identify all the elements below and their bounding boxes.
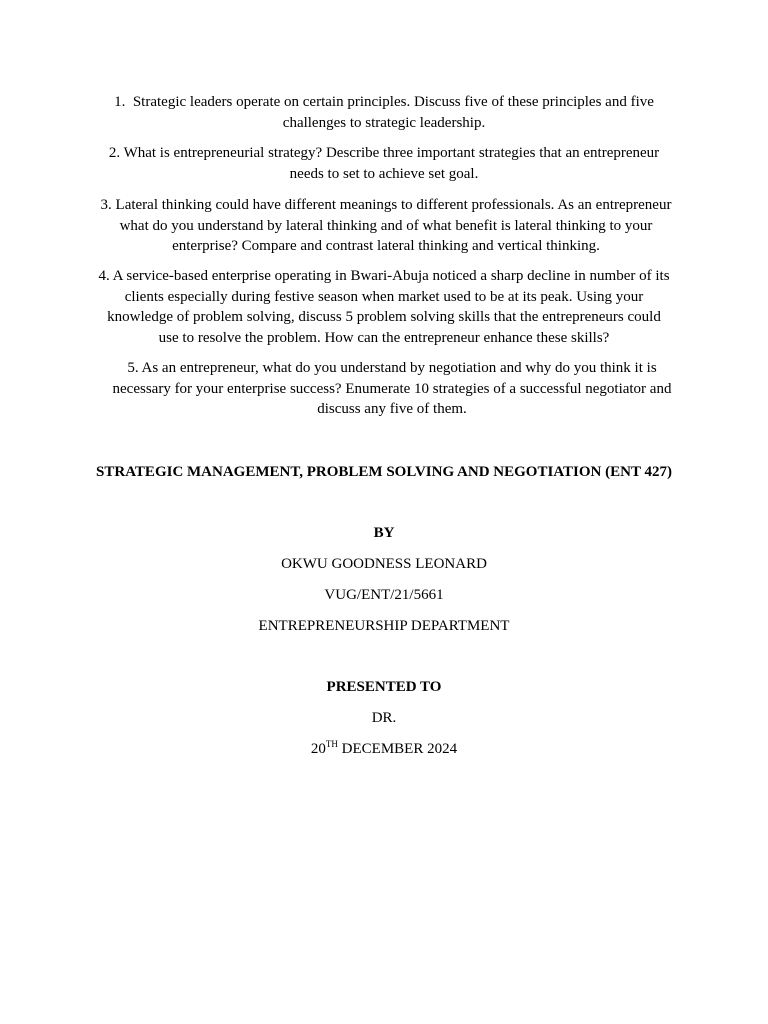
question-text: Strategic leaders operate on certain principles. Discuss five of these principles and five challenges to strategic leadership. [132, 94, 654, 131]
question-4 [96, 266, 672, 348]
question-number: 3. [100, 197, 112, 213]
author-name: OKWU GOODNESS LEONARD [281, 556, 487, 572]
department-name: ENTREPRENEURSHIP DEPARTMENT [258, 618, 510, 634]
recipient-name: DR. [371, 710, 397, 726]
registration-number: VUG/ENT/21/5661 [324, 587, 444, 603]
course-title: STRATEGIC MANAGEMENT, PROBLEM SOLVING AND NEGOTIATION (ENT 427) [96, 464, 672, 480]
question-5 [108, 358, 676, 420]
question-text: As an entrepreneur, what do you understand by negotiation and why do you think it is necessary for your enterprise success? Enumerate 10 strategies of a successful negotiator and discuss any five of them. [112, 360, 672, 417]
presented-to-label: PRESENTED TO [326, 679, 442, 695]
question-number: 1. [114, 94, 126, 110]
by-label: BY [373, 525, 395, 541]
question-number: 4. [98, 268, 110, 284]
question-number: 2. [108, 145, 121, 161]
question-2 [100, 143, 668, 184]
question-text: What is entrepreneurial strategy? Describe three important strategies that an entrepreneur needs to set to achieve set goal. [123, 145, 660, 182]
question-text: Lateral thinking could have different meanings to different professionals. As an entrepreneur what do you understand by lateral thinking and of what benefit is lateral thinking to your enterprise? Compare and contrast lateral thinking and vertical thinking. [115, 197, 672, 254]
date-ordinal-suffix: TH [325, 739, 338, 749]
question-1 [100, 92, 668, 133]
date-month-year: DECEMBER 2024 [337, 741, 458, 757]
question-text: A service-based enterprise operating in Bwari-Abuja noticed a sharp decline in number of its clients especially during festive season when market used to be at its peak. Using your knowledge of problem solving, discuss 5 problem solving skills that the entrepreneurs could use to resolve the problem. How can the entrepreneur enhance these skills? [107, 268, 670, 346]
submission-date [0, 739, 768, 760]
question-3 [96, 195, 676, 257]
date-day: 20 [310, 741, 326, 757]
question-number: 5. [127, 360, 139, 376]
